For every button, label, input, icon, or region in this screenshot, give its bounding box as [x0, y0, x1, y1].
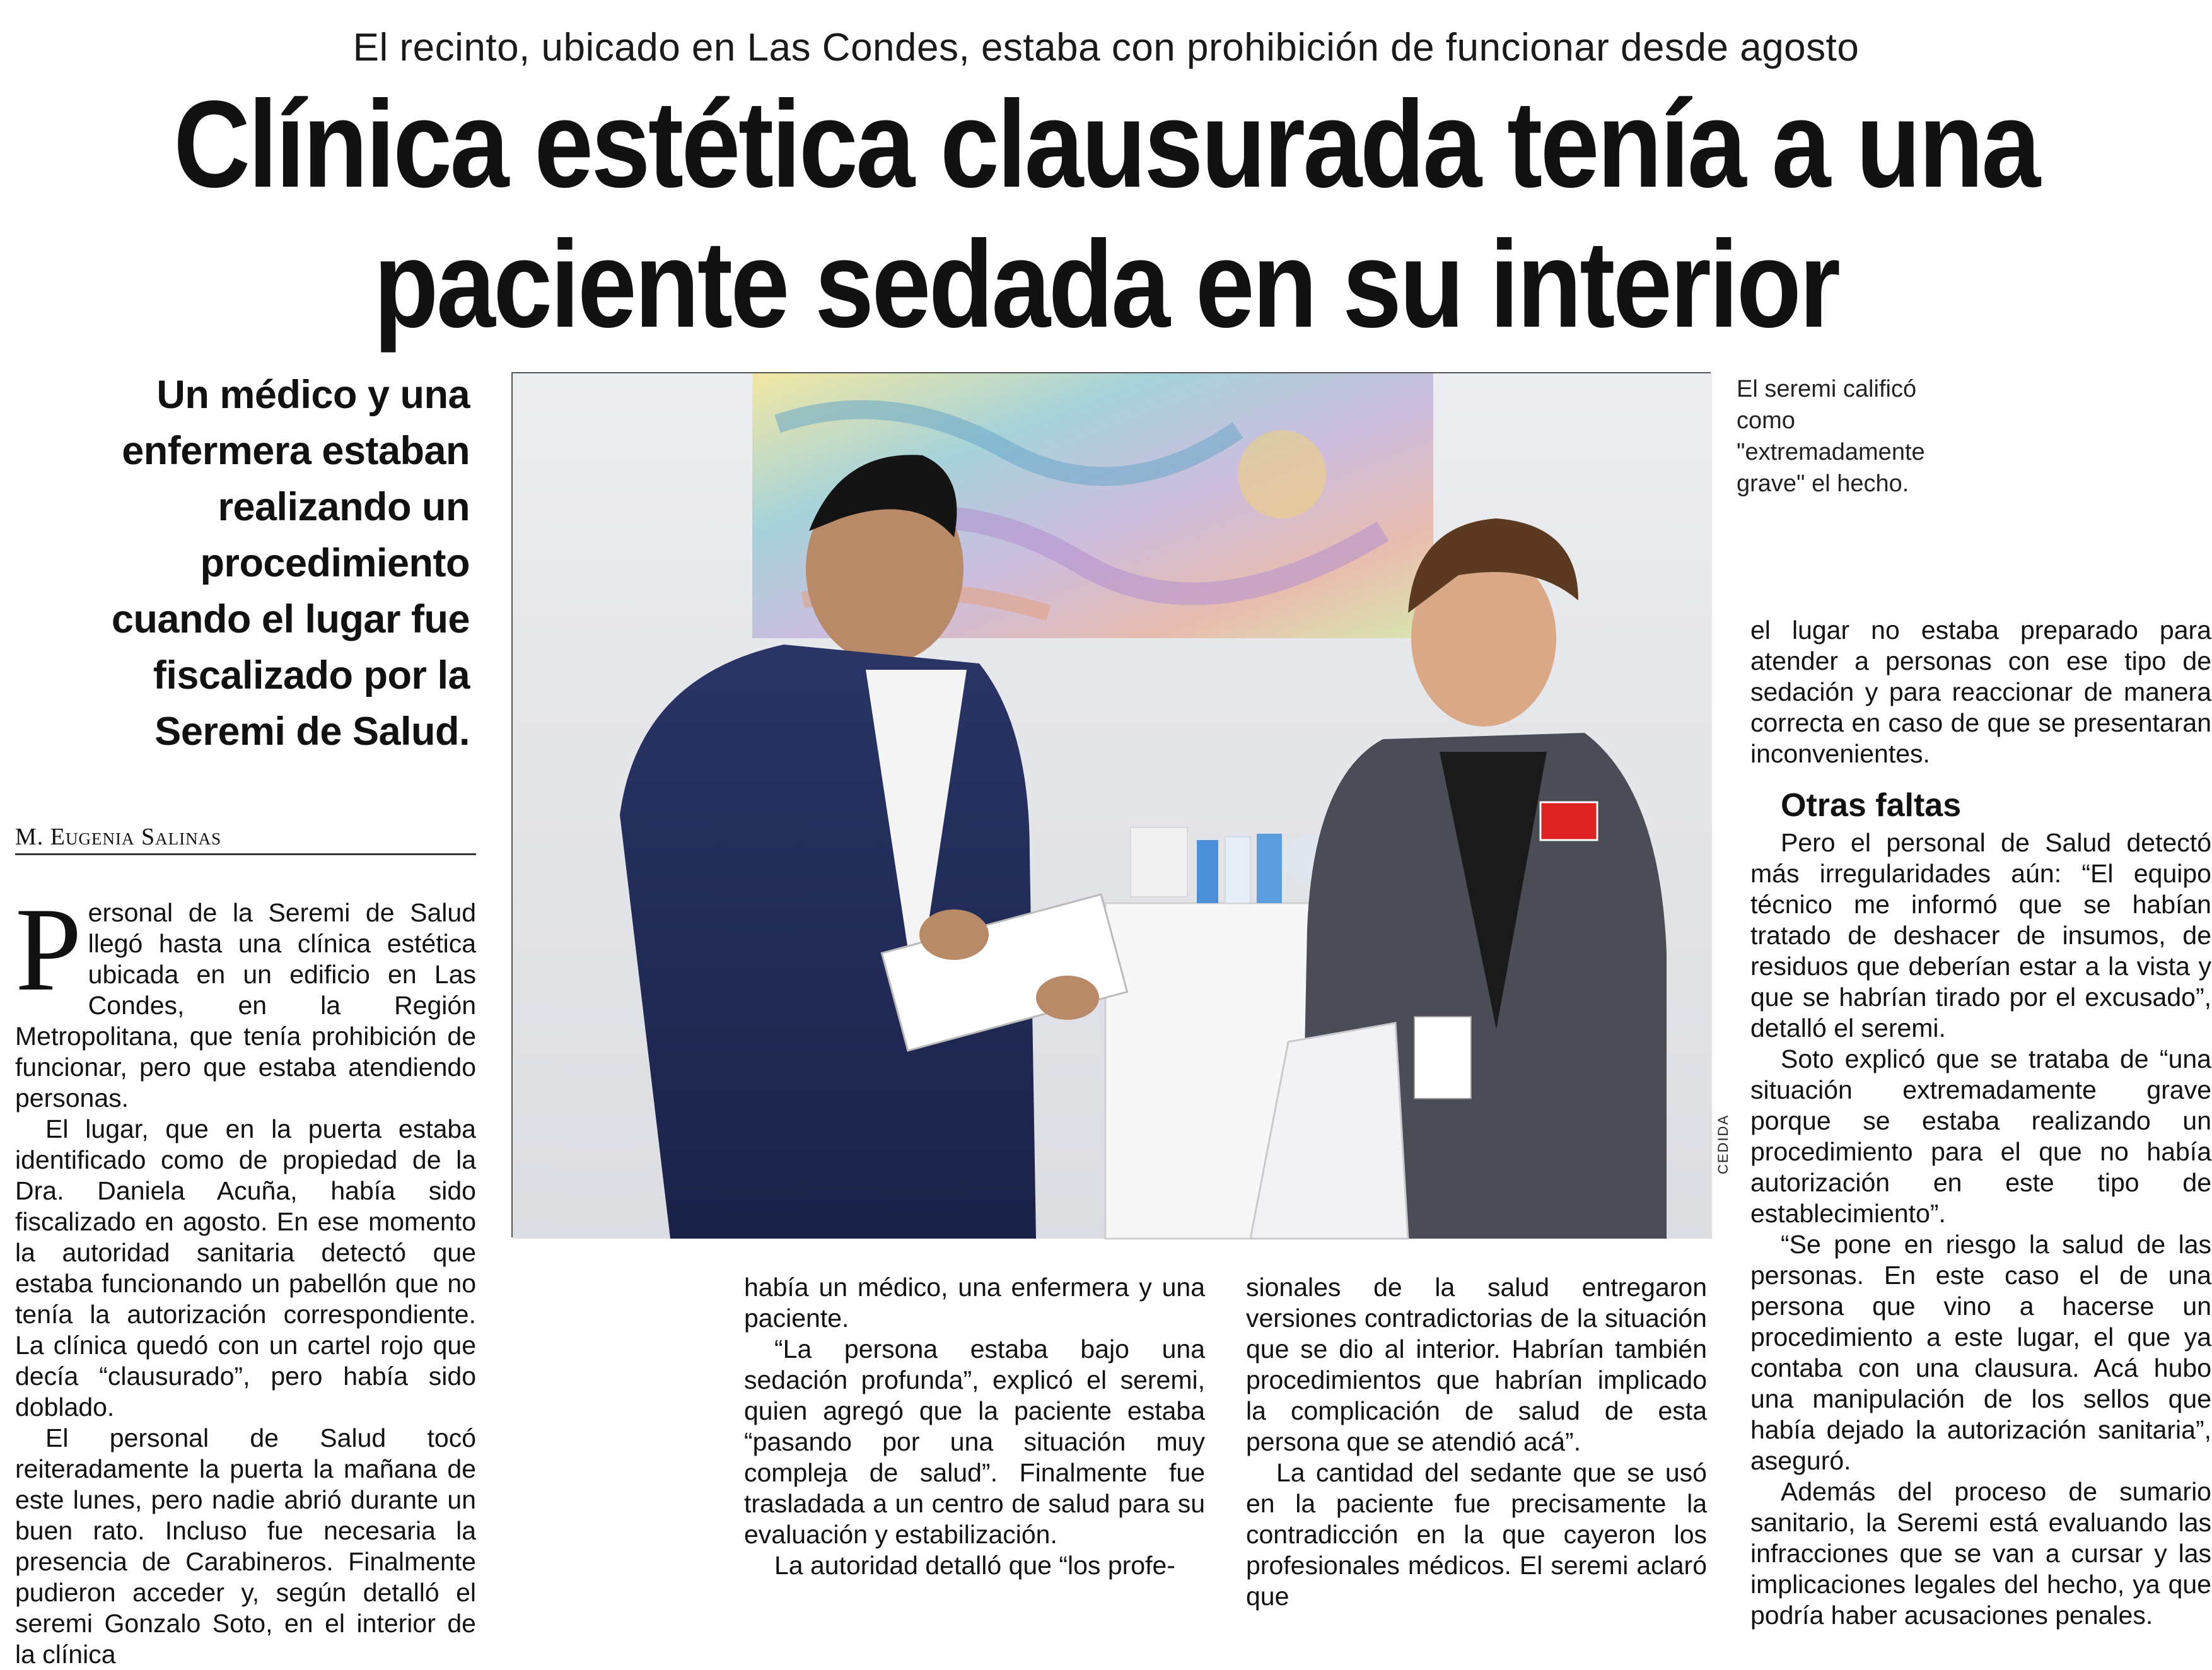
paragraph: Además del proceso de sumario sanitario, la Seremi está evaluando las infracciones que se van a cursar y las implicaciones legales del hecho, ya que podría haber acusaciones penales. — [1750, 1477, 2211, 1630]
article-kicker: El recinto, ubicado en Las Condes, estaba con prohibición de funcionar desde agosto — [352, 26, 1860, 69]
article-column-4 — [1750, 615, 2211, 1631]
dropcap: P — [15, 884, 82, 1016]
paragraph: El lugar, que en la puerta estaba identificado como de propiedad de la Dra. Daniela Acuña, había sido fiscalizado en agosto. En ese momento la autoridad sanitaria detectó que estaba funcionando un pabellón que no tenía la autorización correspondiente. La clínica quedó con un cartel rojo que decía “clausurado”, pero había sido doblado. — [15, 1114, 476, 1422]
byline: M. Eugenia Salinas — [15, 823, 476, 855]
photo-credit: CEDIDA — [1715, 1114, 1731, 1174]
paragraph: La autoridad detalló que “los profe- — [774, 1551, 1175, 1580]
paragraph: El personal de Salud tocó reiteradamente la puerta la mañana de este lunes, pero nadie abrió durante un buen rato. Incluso fue necesaria la presencia de Carabineros. Finalmente pudieron acceder y, según detalló el seremi Gonzalo Soto, en el interior de la clínica — [15, 1423, 476, 1669]
paragraph: “La persona estaba bajo una sedación profunda”, explicó el seremi, quien agregó que la paciente estaba “pasando por una situación muy compleja de salud”. Finalmente fue trasladada a un centro de salud para su evaluación y estabilización. — [744, 1334, 1205, 1549]
paragraph: La cantidad del sedante que se usó en la paciente fue precisamente la contradicción en la que cayeron los profesionales médicos. El seremi aclaró que — [1246, 1458, 1707, 1611]
paragraph: había un médico, una enfermera y una paciente. — [744, 1273, 1205, 1333]
article-column-2 — [744, 1272, 1205, 1581]
headline-line-2: paciente sedada en su interior — [373, 215, 1839, 353]
paragraph: Soto explicó que se trataba de “una situación extremadamente grave porque se estaba realizando un procedimiento para el que no había autorización en este tipo de establecimiento”. — [1750, 1044, 2211, 1228]
photo-caption: El seremi calificó como "extremadamente grave" el hecho. — [1737, 376, 1925, 497]
article-headline — [155, 74, 2058, 354]
paragraph: “Se pone en riesgo la salud de las personas. En este caso el de una persona que vino a hacerse un procedimiento a este lugar, el que ya contaba con una clausura. Acá hubo una manipulación de los sellos que había dejado la autorización sanitaria”, aseguró. — [1750, 1230, 2211, 1475]
paragraph: sionales de la salud entregaron versiones contradictorias de la situación que se dio al interior. Habrían también procedimientos que habrían implicado la complicación de salud de esta persona que se atendió acá”. — [1246, 1273, 1707, 1456]
paragraph: Personal de la Seremi de Salud llegó hasta una clínica estética ubicada en un edificio en Las Condes, en la Región Metropolitana, que tenía prohibición de funcionar, pero que estaba atendiendo personas. — [15, 884, 476, 1112]
article-photo — [511, 372, 1711, 1237]
photo-illustration — [513, 373, 1712, 1239]
article-deck: Un médico y una enfermera estaban realizando un procedimiento cuando el lugar fue fiscalizado por la Seremi de Salud. — [111, 373, 470, 754]
article-column-1 — [15, 884, 476, 1670]
article-column-3 — [1246, 1272, 1707, 1612]
headline-line-1: Clínica estética clausurada tenía a una — [173, 75, 2039, 213]
subheading: Otras faltas — [1781, 787, 1962, 824]
paragraph: el lugar no estaba preparado para atender a personas con ese tipo de sedación y para reaccionar de manera correcta en caso de que se presentaran inconvenientes. — [1750, 616, 2211, 768]
paragraph: Pero el personal de Salud detectó más irregularidades aún: “El equipo técnico me informó que se habían tratado de deshacer de insumos, de residuos que deberían estar a la vista y que se habrían tirado por el excusado”, detalló el seremi. — [1750, 828, 2211, 1042]
